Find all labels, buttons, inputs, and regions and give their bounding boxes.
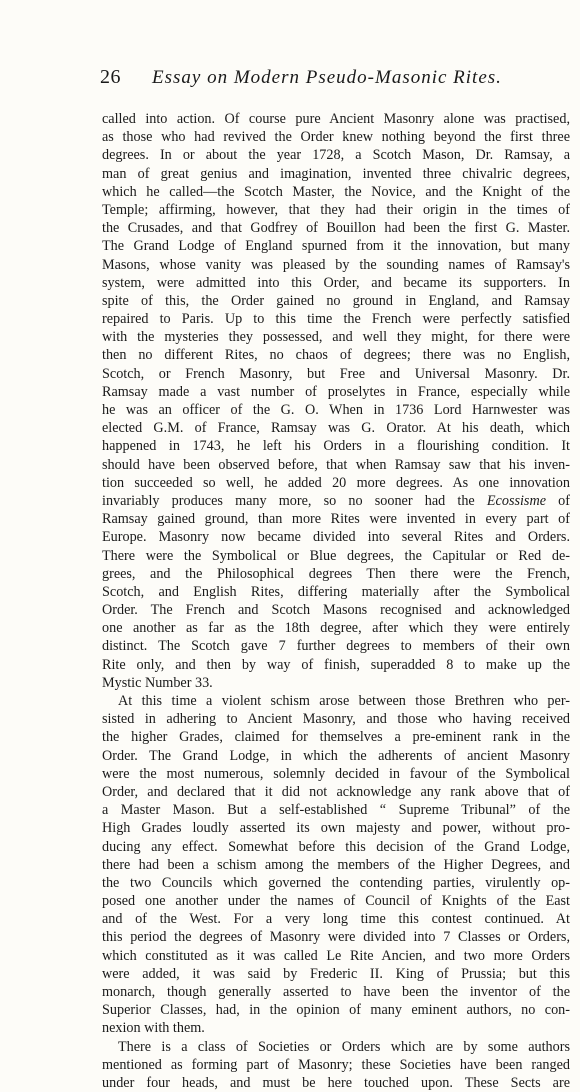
text-line: the Crusades, and that Godfrey of Bouillon had been the first G. Master. <box>102 220 570 237</box>
text-line: with the mysteries they possessed, and well they might, for there were <box>102 329 570 346</box>
text-line: The Grand Lodge of England spurned from it the innovation, but many <box>102 238 570 255</box>
text-line: which constituted as it was called Le Rite Ancien, and two more Orders <box>102 947 570 964</box>
text-line: distinct. The Scotch gave 7 further degrees to members of their own <box>102 638 570 655</box>
text-line: Mystic Number 33. <box>102 674 213 691</box>
text-line: a Master Mason. But a self-established “ Supreme Tribunal” of the <box>102 802 570 819</box>
text-line: At this time a violent schism arose between those Brethren who per- <box>118 693 570 709</box>
text-line: this period the degrees of Masonry were divided into 7 Classes or Orders, <box>102 929 570 946</box>
text-line: Masons, whose vanity was pleased by the sounding names of Ramsay's <box>102 256 570 273</box>
body-text <box>102 110 570 1092</box>
text-line: and of the West. For a very long time this contest continued. At <box>102 911 570 928</box>
text-line: There were the Symbolical or Blue degrees, the Capitular or Red de- <box>102 547 570 564</box>
text-line: happened in 1743, he left his Orders in a flourishing condition. It <box>102 438 570 455</box>
text-line: High Grades loudly asserted its own majesty and power, without pro- <box>102 820 570 837</box>
text-line: repaired to Paris. Up to this time the French were perfectly satisfied <box>102 311 570 328</box>
text-line <box>102 492 570 510</box>
running-title: Essay on Modern Pseudo-Masonic Rites. <box>152 67 502 88</box>
text-line: the higher Grades, claimed for themselves a pre-eminent rank in the <box>102 729 570 746</box>
text-line: grees, and the Philosophical degrees Then there were the French, <box>102 565 570 582</box>
text-line: Ramsay gained ground, than more Rites were invented in every part of <box>102 511 570 528</box>
text-line: he was an officer of the G. O. When in 1736 Lord Harnwester was <box>102 402 570 418</box>
text-line: spite of this, the Order gained no ground in England, and Ramsay <box>102 292 570 309</box>
text-line: tion succeeded so well, he added 20 more degrees. As one innovation <box>102 474 570 491</box>
text-line: Ramsay made a vast number of proselytes in France, especially while <box>102 383 570 400</box>
text-fragment: invariably produces many more, so no sooner had the <box>102 492 487 509</box>
text-line: Order. The French and Scotch Masons recognised and acknowledged <box>102 602 570 619</box>
text-line: nexion with them. <box>102 1020 205 1037</box>
text-line: monarch, though generally asserted to have been the inventor of the <box>102 984 570 1000</box>
text-line: posed one another under the names of Council of Knights of the East <box>102 893 570 910</box>
text-line: Europe. Masonry now became divided into several Rites and Orders. <box>102 529 570 546</box>
text-line: ducing any effect. Somewhat before this decision of the Grand Lodge, <box>102 838 570 855</box>
text-line: There is a class of Societies or Orders which are by some authors <box>118 1038 570 1055</box>
italic-term: Ecossisme <box>486 492 546 509</box>
text-line: elected G.M. of France, Ramsay was G. Orator. At his death, which <box>102 420 570 437</box>
text-line: sisted in adhering to Ancient Masonry, and those who having received <box>102 711 570 728</box>
text-line: were added, it was said by Frederic II. King of Prussia; but this <box>102 965 570 982</box>
text-line: one another as far as the 18th degree, after which they were entirely <box>102 620 570 637</box>
text-line: Scotch, or French Masonry, but Free and Universal Masonry. Dr. <box>102 365 570 382</box>
text-line: Superior Classes, had, in the opinion of many eminent authors, no con- <box>102 1002 570 1019</box>
text-line: the two Councils which governed the contending parties, virulently op- <box>102 874 570 891</box>
text-fragment: of <box>546 492 570 509</box>
text-line: man of great genius and imagination, invented three chivalric degrees, <box>102 165 570 182</box>
text-line: Order, and declared that it did not acknowledge any rank above that of <box>102 783 570 800</box>
text-line: Temple; affirming, however, that they had their origin in the times of <box>102 201 570 218</box>
text-line: there had been a schism among the members of the Higher Degrees, and <box>102 856 570 873</box>
page-number: 26 <box>100 66 121 88</box>
text-line: should have been observed before, that when Ramsay saw that his inven- <box>102 456 570 473</box>
text-line: Order. The Grand Lodge, in which the adherents of ancient Masonry <box>102 747 570 764</box>
text-line: mentioned as forming part of Masonry; these Societies have been ranged <box>102 1056 570 1073</box>
running-head <box>100 66 570 96</box>
text-line: then no different Rites, no chaos of degrees; there was no English, <box>102 347 570 364</box>
text-line: system, were admitted into this Order, and became its supporters. In <box>102 274 570 291</box>
text-line: were the most numerous, solemnly decided in favour of the Symbolical <box>102 765 570 782</box>
text-line: under four heads, and must be here touched upon. These Sects are <box>102 1074 570 1091</box>
text-line: Scotch, and English Rites, differing materially after the Symbolical <box>102 583 570 600</box>
text-line: which he called—the Scotch Master, the Novice, and the Knight of the <box>102 183 570 200</box>
text-line: degrees. In or about the year 1728, a Scotch Mason, Dr. Ramsay, a <box>102 147 570 164</box>
text-line: as those who had revived the Order knew nothing beyond the first three <box>102 129 570 146</box>
text-line: called into action. Of course pure Ancient Masonry alone was practised, <box>102 111 570 127</box>
text-line: Rite only, and then by way of finish, superadded 8 to make up the <box>102 656 570 673</box>
